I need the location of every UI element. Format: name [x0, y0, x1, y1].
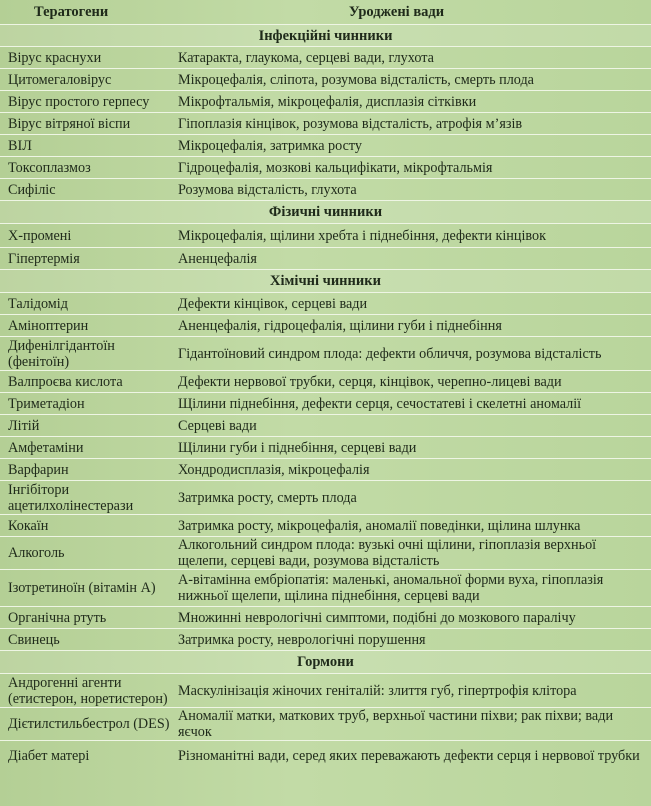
table-row [0, 674, 651, 708]
section-title: Хімічні чинники [0, 270, 651, 293]
defects-cell: Аненцефалія, гідроцефалія, щілини губи і піднебіння [172, 315, 651, 337]
teratogen-cell: Дієтилстильбестрол (DES) [0, 708, 172, 741]
teratogen-cell: Х-промені [0, 224, 172, 248]
table-row [0, 135, 651, 157]
table-row [0, 415, 651, 437]
teratogen-cell: Амфетаміни [0, 437, 172, 459]
table-row [0, 157, 651, 179]
table-row [0, 113, 651, 135]
table-row [0, 337, 651, 371]
teratogen-cell: Органічна ртуть [0, 607, 172, 629]
teratogen-cell: Вірус простого герпесу [0, 91, 172, 113]
teratogen-cell: Гіпертермія [0, 248, 172, 270]
section-header-row [0, 651, 651, 674]
teratogen-cell: Свинець [0, 629, 172, 651]
section-header-row [0, 270, 651, 293]
defects-cell: Затримка росту, неврологічні порушення [172, 629, 651, 651]
section-title: Фізичні чинники [0, 201, 651, 224]
teratogen-cell: Варфарин [0, 459, 172, 481]
table-row [0, 607, 651, 629]
teratogen-cell: Алкоголь [0, 537, 172, 570]
defects-cell: Мікроцефалія, затримка росту [172, 135, 651, 157]
table-row [0, 47, 651, 69]
table-row [0, 91, 651, 113]
table-row [0, 393, 651, 415]
defects-cell: Мікрофтальмія, мікроцефалія, дисплазія сітківки [172, 91, 651, 113]
teratogen-cell: Сифіліс [0, 179, 172, 201]
defects-cell: Аномалії матки, маткових труб, верхньої частини піхви; рак піхви; вади яєчок [172, 708, 651, 741]
defects-cell: Мікроцефалія, сліпота, розумова відсталість, смерть плода [172, 69, 651, 91]
teratogen-cell: Аміноптерин [0, 315, 172, 337]
table-row [0, 293, 651, 315]
table-row [0, 708, 651, 741]
teratogen-cell: Дифенілгідантоїн (фенітоїн) [0, 337, 172, 371]
header-teratogens: Тератогени [0, 0, 172, 25]
teratogen-cell: Триметадіон [0, 393, 172, 415]
defects-cell: Хондродисплазія, мікроцефалія [172, 459, 651, 481]
defects-cell: А-вітамінна ембріопатія: маленькі, аномальної форми вуха, гіпоплазія нижньої щелепи, щілина піднебіння, серцеві вади [172, 570, 651, 607]
teratogen-cell: Інгібітори ацетилхолінестерази [0, 481, 172, 515]
table-body [0, 25, 651, 771]
teratogen-cell: Валпроєва кислота [0, 371, 172, 393]
defects-cell: Гіпоплазія кінцівок, розумова відсталість, атрофія м’язів [172, 113, 651, 135]
teratogen-cell: Ізотретиноїн (вітамін А) [0, 570, 172, 607]
defects-cell: Різноманітні вади, серед яких переважають дефекти серця і нервової трубки [172, 741, 651, 771]
teratogen-cell: Андрогенні агенти (етистерон, норетистерон) [0, 674, 172, 708]
defects-cell: Дефекти кінцівок, серцеві вади [172, 293, 651, 315]
table-row [0, 437, 651, 459]
section-title: Гормони [0, 651, 651, 674]
defects-cell: Маскулінізація жіночих геніталій: злиття губ, гіпертрофія клітора [172, 674, 651, 708]
table-row [0, 224, 651, 248]
teratogen-cell: Вірус краснухи [0, 47, 172, 69]
defects-cell: Дефекти нервової трубки, серця, кінцівок, черепно-лицеві вади [172, 371, 651, 393]
teratogen-cell: Діабет матері [0, 741, 172, 771]
teratogen-cell: Кокаїн [0, 515, 172, 537]
teratogen-cell: Літій [0, 415, 172, 437]
defects-cell: Щілини піднебіння, дефекти серця, сечостатеві і скелетні аномалії [172, 393, 651, 415]
defects-cell: Аненцефалія [172, 248, 651, 270]
section-title: Інфекційні чинники [0, 25, 651, 47]
defects-cell: Множинні неврологічні симптоми, подібні до мозкового паралічу [172, 607, 651, 629]
table-row [0, 515, 651, 537]
defects-cell: Серцеві вади [172, 415, 651, 437]
teratogen-cell: Талідомід [0, 293, 172, 315]
table-row [0, 69, 651, 91]
defects-cell: Алкогольний синдром плода: вузькі очні щілини, гіпоплазія верхньої щелепи, серцеві вади, розумова відсталість [172, 537, 651, 570]
defects-cell: Гідантоїновий синдром плода: дефекти обличчя, розумова відсталість [172, 337, 651, 371]
table-row [0, 741, 651, 771]
defects-cell: Затримка росту, смерть плода [172, 481, 651, 515]
table-row [0, 248, 651, 270]
teratogen-cell: ВІЛ [0, 135, 172, 157]
table-row [0, 459, 651, 481]
header-defects: Уроджені вади [172, 0, 651, 25]
table-row [0, 570, 651, 607]
teratogen-cell: Токсоплазмоз [0, 157, 172, 179]
section-header-row [0, 25, 651, 47]
defects-cell: Щілини губи і піднебіння, серцеві вади [172, 437, 651, 459]
teratogen-cell: Цитомегаловірус [0, 69, 172, 91]
defects-cell: Мікроцефалія, щілини хребта і піднебіння, дефекти кінцівок [172, 224, 651, 248]
table-row [0, 371, 651, 393]
defects-cell: Затримка росту, мікроцефалія, аномалії поведінки, щілина шлунка [172, 515, 651, 537]
teratogen-cell: Вірус вітряної віспи [0, 113, 172, 135]
table-row [0, 315, 651, 337]
section-header-row [0, 201, 651, 224]
table-row [0, 537, 651, 570]
defects-cell: Гідроцефалія, мозкові кальцифікати, мікрофтальмія [172, 157, 651, 179]
table-row [0, 179, 651, 201]
table-row [0, 629, 651, 651]
table-row [0, 481, 651, 515]
defects-cell: Розумова відсталість, глухота [172, 179, 651, 201]
table-header-row [0, 0, 651, 25]
defects-cell: Катаракта, глаукома, серцеві вади, глухота [172, 47, 651, 69]
